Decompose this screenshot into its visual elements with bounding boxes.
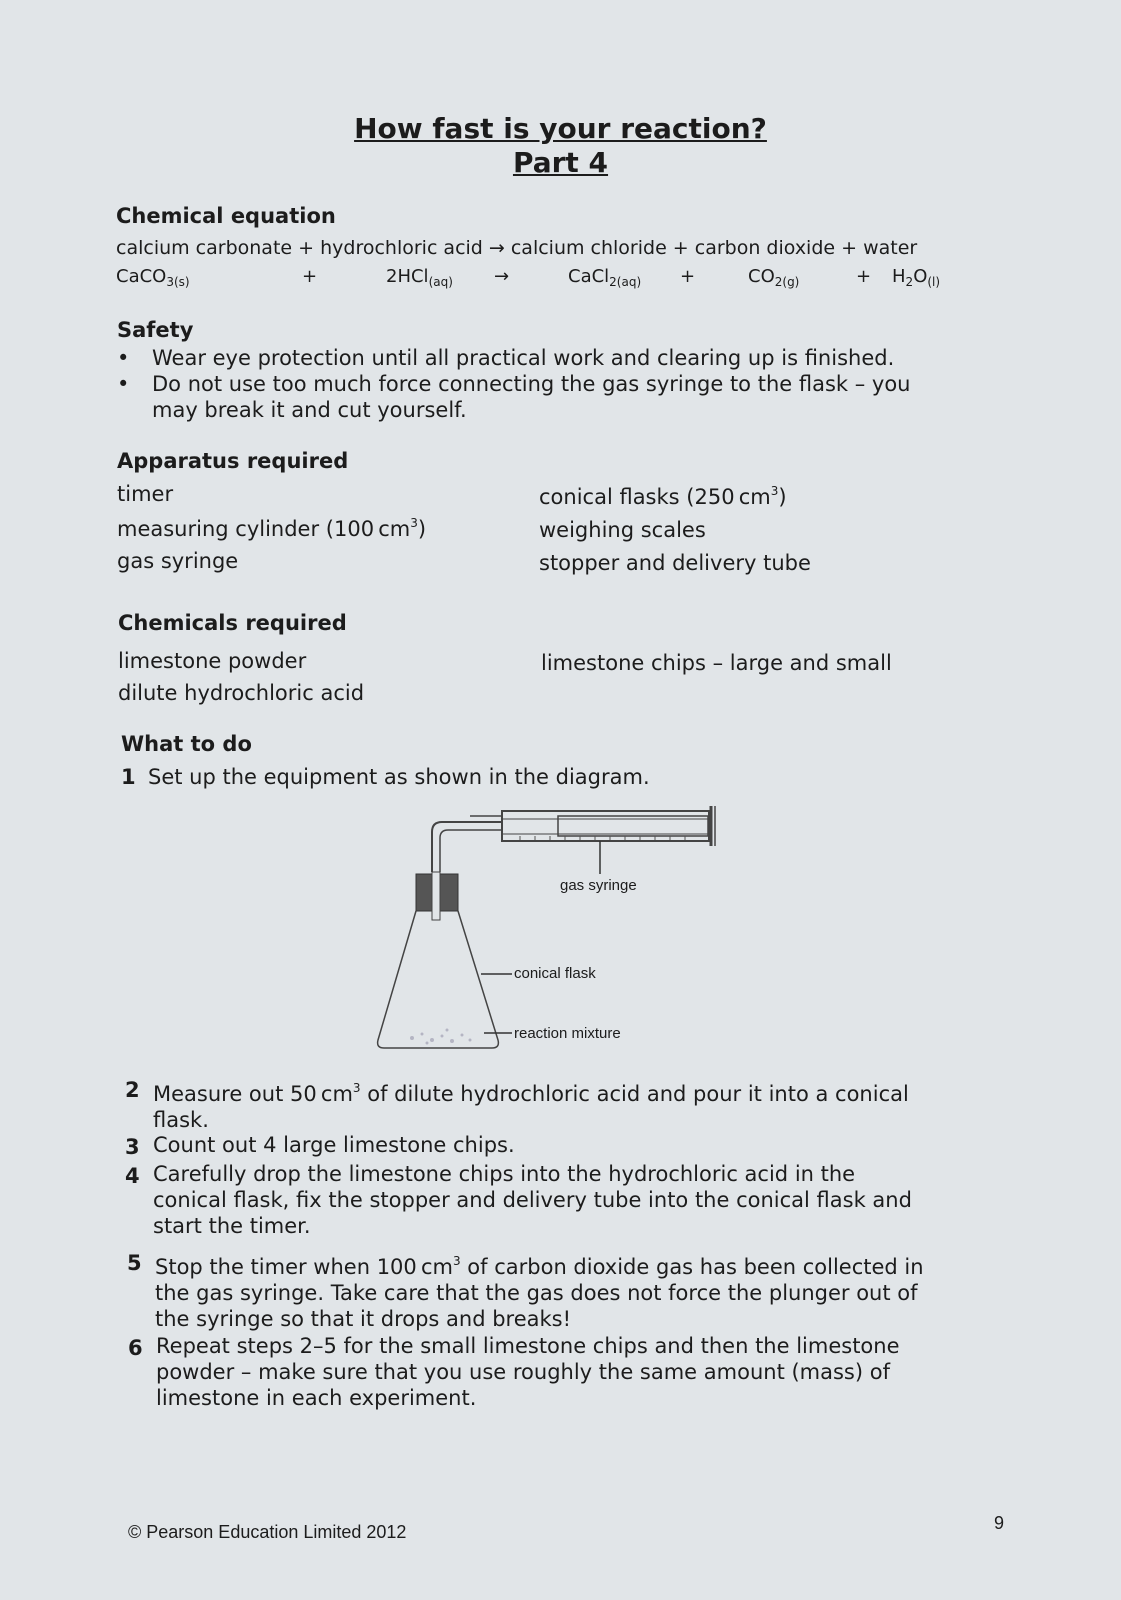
apparatus-flasks: conical flasks (250 $cm^3$) <box>539 484 787 509</box>
reaction-mixture <box>410 1029 472 1045</box>
step-number: 1 <box>121 765 136 789</box>
step-number: 4 <box>125 1164 140 1188</box>
flask-label: conical flask <box>514 965 596 982</box>
page-subtitle: Part 4 <box>512 146 609 179</box>
eq-arrow: → <box>494 266 510 287</box>
eq-plus-1: + <box>302 266 318 287</box>
apparatus-scales: weighing scales <box>539 518 706 542</box>
conical-flask <box>378 911 499 1048</box>
chemical-powder: limestone powder <box>118 649 307 673</box>
chemicals-heading: Chemicals required <box>118 611 347 635</box>
copyright: © Pearson Education Limited 2012 <box>128 1522 407 1542</box>
eq-plus-2: + <box>680 266 696 287</box>
step-number: 6 <box>128 1336 143 1360</box>
equation-heading: Chemical equation <box>116 204 336 228</box>
eq-plus-3: + <box>856 266 872 287</box>
eq-h2o: $H_2O_{(l)}$ <box>892 266 941 289</box>
step-number: 3 <box>125 1135 140 1159</box>
chemical-acid: dilute hydrochloric acid <box>118 681 365 705</box>
page-number: 9 <box>994 1513 1005 1533</box>
eq-co2: $CO_{2(g)}$ <box>748 266 800 289</box>
step-1: Set up the equipment as shown in the diagram. <box>148 765 650 789</box>
safety-heading: Safety <box>117 318 194 342</box>
eq-cacl2: CaCl$_{2(aq)}$ <box>568 266 642 289</box>
safety-item-2: Do not use too much force connecting the gas syringe to the flask – you <box>152 372 911 396</box>
delivery-tube-inner <box>440 830 502 872</box>
step-number: 5 <box>127 1251 142 1275</box>
safety-item-1: Wear eye protection until all practical work and clearing up is finished. <box>152 346 895 370</box>
bullet-icon: • <box>117 372 130 396</box>
syringe-label: gas syringe <box>560 877 637 894</box>
apparatus-heading: Apparatus required <box>117 449 349 473</box>
eq-caco3: CaCO$_{3(s)}$ <box>116 266 190 289</box>
what-to-do-heading: What to do <box>121 732 252 756</box>
safety-item-2-cont: may break it and cut yourself. <box>152 398 467 422</box>
word-equation: calcium carbonate + hydrochloric acid → calcium chloride + carbon dioxide + water <box>116 237 918 259</box>
step-6: Repeat steps 2–5 for the small limestone chips and then the limestone powder – make sure that you use roughly the same amount (mass) of limestone in each experiment. <box>156 1334 900 1410</box>
apparatus-cylinder: measuring cylinder (100 $cm^3$) <box>117 516 427 541</box>
apparatus-timer: timer <box>117 482 174 506</box>
apparatus-syringe: gas syringe <box>117 549 239 573</box>
bullet-icon: • <box>117 346 130 370</box>
step-3: Count out 4 large limestone chips. <box>153 1133 515 1157</box>
page-title: How fast is your reaction? <box>354 112 767 145</box>
step-number: 2 <box>125 1078 140 1102</box>
chemical-chips: limestone chips – large and small <box>541 651 892 675</box>
step-2: Measure out 50 $cm^3$ of dilute hydrochloric acid and pour it into a conical flask. <box>153 1081 909 1132</box>
step-4: Carefully drop the limestone chips into the hydrochloric acid in the conical flask, fix the stopper and delivery tube into the conical flask and start the timer. <box>153 1162 912 1238</box>
apparatus-stopper: stopper and delivery tube <box>539 551 811 575</box>
mixture-label: reaction mixture <box>514 1025 621 1042</box>
eq-hcl: 2HCl$_{(aq)}$ <box>386 266 453 289</box>
step-5: Stop the timer when 100 $cm^3$ of carbon dioxide gas has been collected in the gas syringe. Take care that the gas does not force the plunger out of the syringe so that it drops and breaks! <box>155 1254 924 1331</box>
